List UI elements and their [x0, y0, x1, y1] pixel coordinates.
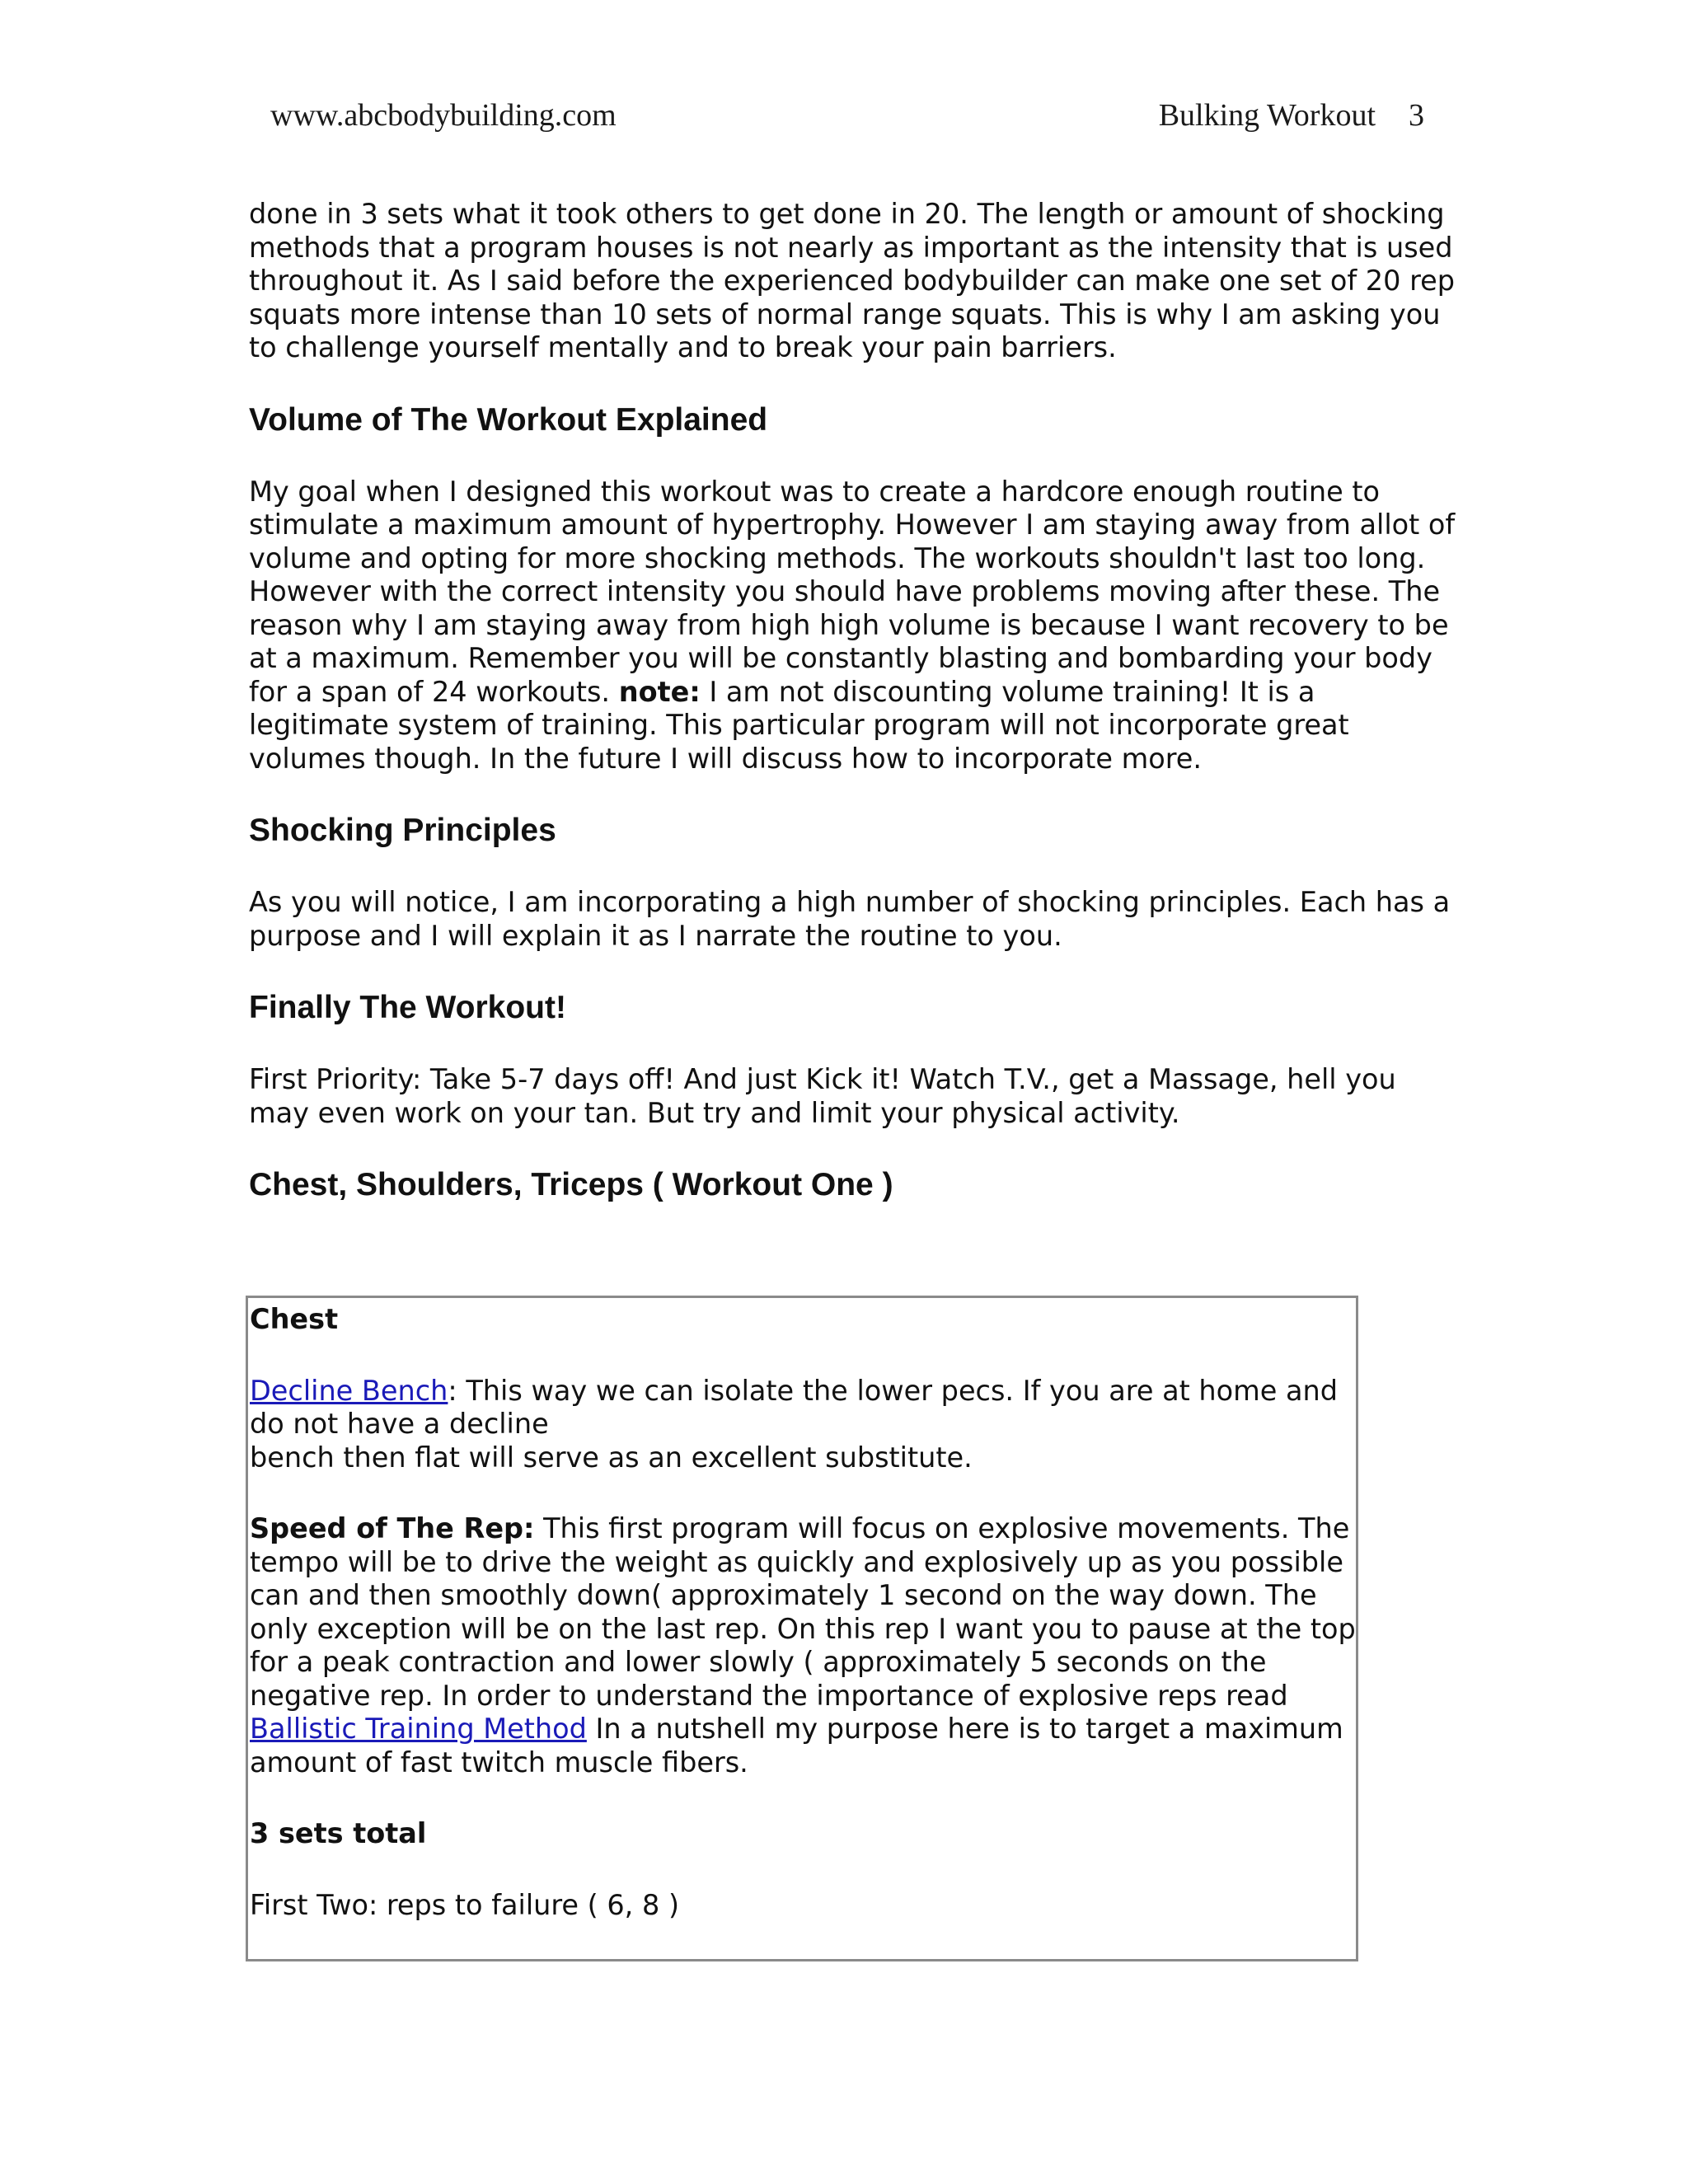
volume-text-before: My goal when I designed this workout was to create a hardcore enough routine to stimulate a maximum amount of hypertrophy. However I am staying away from allot of volume and opting for more shocking methods. The workouts shouldn't last too long. However with the correct intensity you should have problems moving after these. The reason why I am staying away from high high volume is because I want recovery to be at a maximum. Remember you will be constantly blasting and bombarding your body for a span of 24 workouts.	[249, 475, 1456, 708]
speed-label: Speed of The Rep:	[250, 1512, 535, 1544]
finally-paragraph: First Priority: Take 5-7 days off! And just Kick it! Watch T.V., get a Massage, hell you may even work on your tan. But try and limit your physical activity.	[249, 1063, 1396, 1129]
intro-paragraph: done in 3 sets what it took others to get done in 20. The length or amount of shocking methods that a program houses is not nearly as important as the intensity that is used throughout it. As I said before the experienced bodybuilder can make one set of 20 rep squats more intense than 10 sets of normal range squats. This is why I am asking you to challenge yourself mentally and to break your pain barriers.	[249, 198, 1455, 363]
note-label: note:	[618, 675, 701, 708]
volume-paragraph	[249, 476, 1461, 776]
speed-text-before: This first program will focus on explosive movements. The tempo will be to drive the weight as quickly and explosively up as you possible can and then smoothly down( approximately 1 second on the way down. The only exception will be on the last rep. On this rep I want you to pause at the top for a peak contraction and lower slowly ( approximately 5 seconds on the negative rep. In order to understand the importance of explosive reps read	[250, 1512, 1356, 1712]
header-right	[1159, 97, 1424, 134]
exercise-text-line2: bench then flat will serve as an excellent substitute.	[250, 1441, 973, 1474]
shocking-paragraph: As you will notice, I am incorporating a high number of shocking principles. Each has a purpose and I will explain it as I narrate the routine to you.	[249, 886, 1451, 952]
speed-text-after: In a nutshell my purpose here is to target a maximum amount of fast twitch muscle fibers.	[250, 1713, 1343, 1779]
heading-workout-one: Chest, Shoulders, Triceps ( Workout One )	[249, 1167, 893, 1202]
heading-finally-workout: Finally The Workout!	[249, 990, 566, 1025]
speed-paragraph	[250, 1512, 1356, 1779]
heading-volume: Volume of The Workout Explained	[249, 401, 768, 438]
chest-title: Chest	[250, 1303, 339, 1335]
header-site-url: www.abcbodybuilding.com	[270, 98, 617, 133]
first-two-line: First Two: reps to failure ( 6, 8 )	[250, 1888, 680, 1921]
volume-text-after: I am not discounting volume training! It is a legitimate system of training. This particular program will not incorporate great volumes though. In the future I will discuss how to incorporate more.	[249, 675, 1349, 775]
header-title: Bulking Workout	[1158, 98, 1376, 133]
exercise-paragraph	[250, 1375, 1356, 1475]
exercise-text-line1: : This way we can isolate the lower pecs. If you are at home and do not have a decline	[250, 1374, 1339, 1440]
heading-shocking-principles: Shocking Principles	[249, 813, 556, 848]
sets-total: 3 sets total	[250, 1817, 427, 1849]
ballistic-training-link[interactable]: Ballistic Training Method	[250, 1713, 587, 1745]
sets-label	[250, 1817, 1356, 1851]
page-number: 3	[1409, 98, 1424, 133]
box-section-title	[250, 1303, 1356, 1337]
body-text	[249, 198, 1461, 1204]
decline-bench-link[interactable]: Decline Bench	[250, 1374, 448, 1407]
page-header	[270, 97, 1424, 138]
workout-box	[246, 1296, 1358, 1961]
